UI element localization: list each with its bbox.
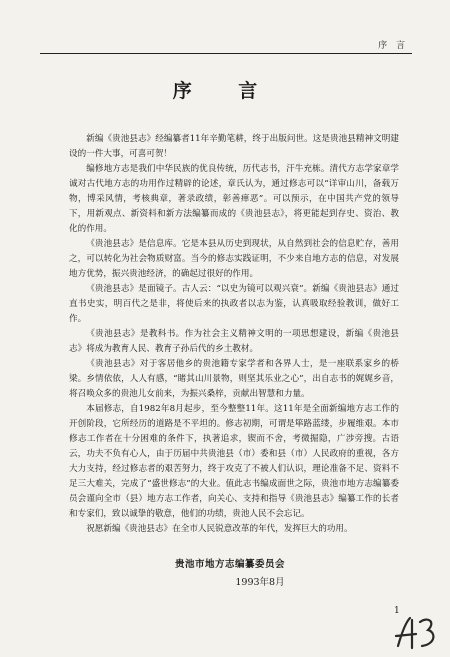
running-header (40, 38, 412, 52)
paragraph-8: 祝愿新编《贵池县志》在全市人民锐意改革的年代，发挥巨大的功用。 (86, 524, 353, 534)
paragraph-2: 编修地方志是我们中华民族的优良传统，历代志书，汗牛充栋。清代方志学家章学诚对古代地方志的功用作过精辟的论述，章氏认为，通过修志可以“详审山川，备载万物，博采风情，考核典章，著录政绩，彰善瘅恶”。可以预示，在中国共产党的领导下，用新观点、新资料和新方法编纂而成的《贵池县志》，将更能起到存史、资治、教化的作用。 (69, 164, 399, 234)
page-title: 序 言 (172, 80, 278, 102)
paragraph-4: 《贵池县志》是面镜子。古人云：“以史为镜可以观兴衰”。新编《贵池县志》通过直书史实，明百代之是非，将使后来的执政者以志为鉴，认真吸取经验教训，做好工作。 (69, 284, 399, 324)
signature-organization: 贵池市地方志编纂委员会 (174, 559, 285, 570)
paragraph-3: 《贵池县志》是信息库。它是本县从历史到现状，从自然到社会的信息贮存，善用之，可以转化为社会物质财富。当今的修志实践证明，不少来自地方志的信息，对发展地方优势，振兴贵池经济，的确起过很好的作用。 (69, 239, 399, 279)
page-number: 1 (394, 606, 400, 616)
paragraph-1: 新编《贵池县志》经编纂者11年辛勤笔耕，终于出版问世。这是贵池县精神文明建设的一件大事，可喜可贺！ (69, 134, 399, 159)
paragraph-5: 《贵池县志》是教科书。作为社会主义精神文明的一项思想建设，新编《贵池县志》将成为教育人民、教育子孙后代的乡土教材。 (69, 329, 399, 354)
paragraph-6: 《贵池县志》对于客居他乡的贵池籍专家学者和各界人士，是一座联系家乡的桥梁。乡情依依，人人有感，“睹其山川景物，则坚其乐业之心”，出自志书的娓娓乡音，将召唤众多的贵池儿女前来，为振兴桑梓，贡献出智慧和力量。 (69, 359, 399, 399)
signature-date: 1993年8月 (235, 577, 285, 588)
preface-body (69, 132, 399, 537)
header-rule (40, 53, 412, 54)
handwritten-mark (392, 612, 440, 652)
paragraph-7: 本届修志，自1982年8月起步，至今整整11年。这11年是全面新编地方志工作的开创阶段，它所经历的道路是不平坦的。修志初期，可谓是筚路蓝缕，步履维艰。本市修志工作者在十分困难的条件下，执著追求，锲而不舍，考微掘隐，广涉旁搜。古语云，功夫不负有心人，由于历届中共贵池县（市）委和县（市）人民政府的重视，各方大力支持，经过修志者的艰苦努力，终于攻克了不被人们认识，理论准备不足、资料不足三大难关，完成了“盛世修志”的大业。值此志书编成面世之际，贵池市地方志编纂委员会谨向全市（县）地方志工作者，向关心、支持和指导《贵池县志》编纂工作的长者和专家们，致以诚挚的敬意，他们的功绩，贵池人民不会忘记。 (69, 404, 399, 519)
running-header-text: 序 言 (378, 41, 408, 51)
